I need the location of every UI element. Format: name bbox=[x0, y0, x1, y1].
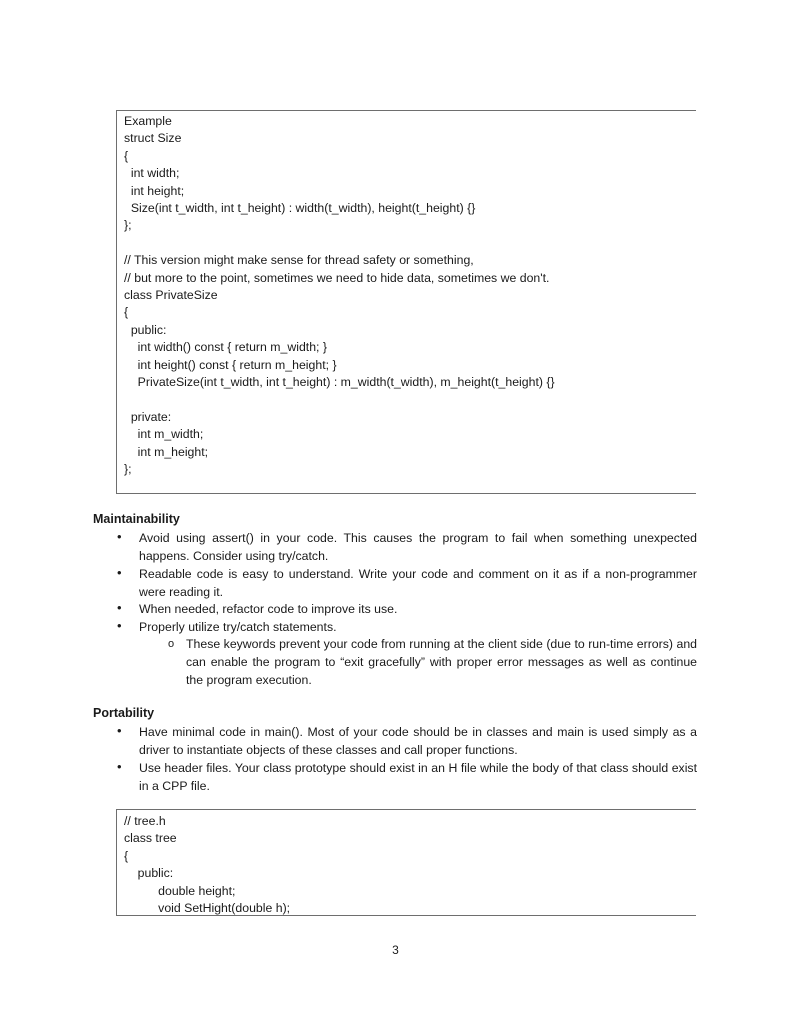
code-line: Size(int t_width, int t_height) : width(t_width), height(t_height) {} bbox=[124, 201, 476, 215]
code-line: int m_height; bbox=[124, 444, 209, 459]
code-line: { bbox=[124, 848, 129, 863]
bullet-icon: • bbox=[117, 529, 122, 544]
list-item: Properly utilize try/catch statements. bbox=[139, 620, 337, 634]
sub-list-item: These keywords prevent your code from running at the client side (due to run-time errors) and can enable the program to “exit gracefully” with proper error messages as well as continue the program execution. bbox=[186, 637, 697, 687]
code-line: { bbox=[124, 148, 129, 163]
list-item: When needed, refactor code to improve its use. bbox=[139, 602, 398, 616]
section-heading-maintainability: Maintainability bbox=[93, 512, 180, 526]
code-line: public: bbox=[124, 322, 167, 337]
bullet-icon: • bbox=[117, 618, 122, 633]
code-line: double height; bbox=[124, 883, 236, 898]
sub-bullet-icon: o bbox=[168, 638, 175, 650]
code-line: // This version might make sense for thread safety or something, bbox=[124, 253, 474, 268]
section-heading-portability: Portability bbox=[93, 706, 155, 720]
code-line: // tree.h bbox=[124, 814, 166, 828]
code-line: void SetHight(double h); bbox=[124, 901, 291, 915]
code-line: // but more to the point, sometimes we need to hide data, sometimes we don't. bbox=[124, 270, 550, 285]
code-line: { bbox=[124, 305, 129, 320]
code-line: public: bbox=[124, 866, 174, 881]
code-line: Example bbox=[124, 114, 172, 128]
code-example-box bbox=[116, 110, 696, 494]
bullet-icon: • bbox=[117, 759, 122, 774]
code-line: PrivateSize(int t_width, int t_height) : m_width(t_width), m_height(t_height) {} bbox=[124, 375, 555, 389]
list-item: Avoid using assert() in your code. This causes the program to fail when something unexpected happens. Consider using try/catch. bbox=[139, 531, 697, 563]
bullet-icon: • bbox=[117, 723, 122, 738]
list-item: Have minimal code in main(). Most of your code should be in classes and main is used simply as a driver to instantiate objects of these classes and call proper functions. bbox=[139, 725, 697, 757]
code-line: int width() const { return m_width; } bbox=[124, 340, 327, 355]
code-line: private: bbox=[124, 409, 172, 424]
code-line: }; bbox=[124, 462, 132, 476]
list-item: Use header files. Your class prototype should exist in an H file while the body of that class should exist in a CPP file. bbox=[139, 761, 697, 793]
code-line: class tree bbox=[124, 831, 177, 846]
list-item: Readable code is easy to understand. Write your code and comment on it as if a non-programmer were reading it. bbox=[139, 567, 697, 599]
code-line: }; bbox=[124, 218, 132, 233]
page-number: 3 bbox=[392, 943, 399, 957]
code-line: int width; bbox=[124, 166, 180, 181]
code-line: int m_width; bbox=[124, 427, 204, 442]
code-line: class PrivateSize bbox=[124, 288, 218, 302]
code-line: int height; bbox=[124, 183, 185, 198]
code-example-box-tree bbox=[116, 809, 696, 916]
bullet-icon: • bbox=[117, 600, 122, 615]
code-line: struct Size bbox=[124, 131, 182, 146]
bullet-icon: • bbox=[117, 565, 122, 580]
code-line: int height() const { return m_height; } bbox=[124, 357, 337, 372]
